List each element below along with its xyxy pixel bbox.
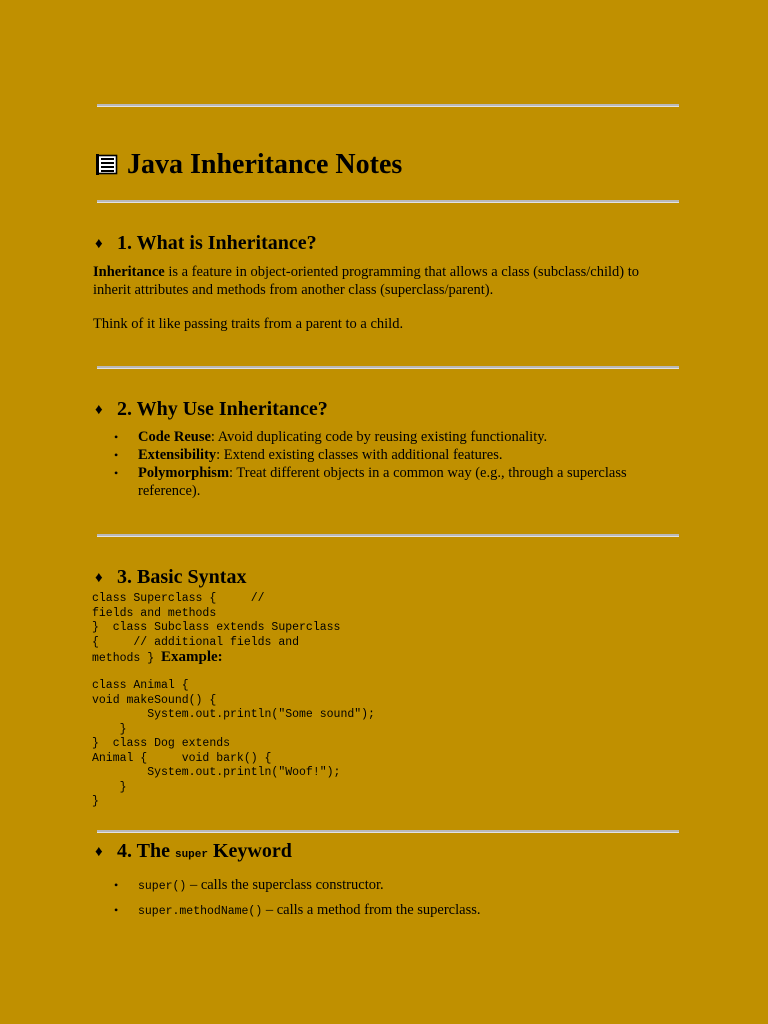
page-title-text: Java Inheritance Notes [127,149,403,180]
section-1-paragraph [93,263,673,299]
section-4-heading-pre: 4. The [117,840,175,862]
divider [97,200,679,203]
list-item [93,464,673,500]
diamond-bullet-icon: ♦ [95,570,103,586]
list-item [93,428,673,446]
inheritance-definition: is a feature in object-oriented programming that allows a class (subclass/child) to inherit attributes and methods from another class (superclass/parent). [93,264,640,298]
super-usage-list [93,876,673,921]
benefit-term: Extensibility [138,447,217,463]
benefit-desc: : Avoid duplicating code by reusing existing functionality. [210,429,548,445]
diamond-bullet-icon: ♦ [95,236,103,252]
bullet: • [114,878,119,892]
super-keyword-code: super [174,849,208,861]
divider [97,534,679,537]
inheritance-term: Inheritance [93,264,165,280]
section-3-heading-text: 3. Basic Syntax [117,566,247,588]
benefits-list [93,428,673,500]
super-call-desc: – calls the superclass constructor. [186,877,384,893]
example-label: Example: [161,649,223,665]
section-2-heading-text: 2. Why Use Inheritance? [117,398,328,420]
diamond-bullet-icon: ♦ [95,402,103,418]
notebook-icon [95,149,119,187]
benefit-term: Code Reuse [138,429,211,445]
super-call-code: super.methodName() [138,905,263,918]
page-title [95,146,402,187]
example-code-block: class Animal { void makeSound() { System.out.println("Some sound"); } } class Dog extends Animal { void bark() { System.out.println("Woof!"); } } [92,679,375,808]
super-call-desc: – calls a method from the superclass. [262,902,481,918]
divider [97,366,679,369]
divider [97,830,679,833]
list-item [93,446,673,464]
section-1-heading-text: 1. What is Inheritance? [117,232,317,254]
benefit-desc: : Treat different objects in a common way (e.g., through a superclass reference). [138,465,627,499]
section-1-heading [95,230,317,257]
syntax-code-block [92,592,340,667]
divider [97,104,679,107]
section-4-heading-post: Keyword [208,840,292,862]
benefit-desc: : Extend existing classes with additional features. [216,447,503,463]
list-item [93,876,673,896]
bullet: • [114,430,119,444]
benefit-term: Polymorphism [138,465,230,481]
list-item [93,901,673,921]
syntax-code: class Superclass { // fields and methods } class Subclass extends Superclass { // additional fields and methods } [92,592,341,665]
section-3-heading [95,564,246,591]
bullet: • [114,466,119,480]
section-2-heading [95,396,328,423]
section-1-analogy: Think of it like passing traits from a parent to a child. [93,316,404,332]
super-call-code: super() [138,880,187,893]
diamond-bullet-icon: ♦ [95,844,103,860]
bullet: • [114,903,119,917]
section-4-heading [95,838,292,868]
bullet: • [114,448,119,462]
